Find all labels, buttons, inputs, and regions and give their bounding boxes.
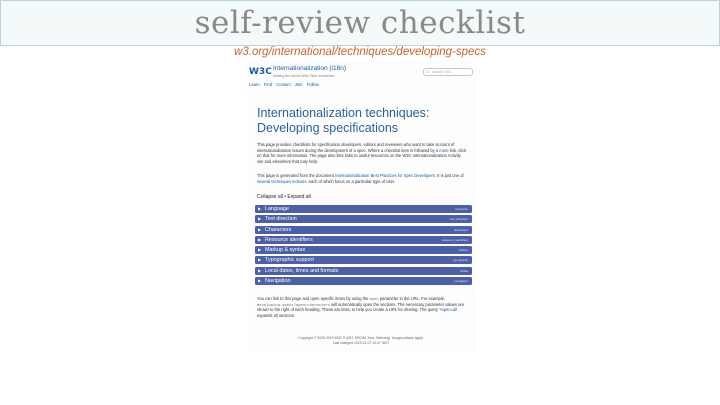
open-param: open: [369, 296, 379, 301]
link-text-post: will automatically open the sections. The necessary parameter values are shown to the right of each heading. These are links, to help you create a URL for sharing. The query: [257, 301, 465, 313]
last-changed-text: Last changed 2019-01-07 10:47 GMT: [332, 340, 390, 345]
intro-more-link[interactable]: more: [439, 147, 449, 153]
section-characters[interactable]: [255, 226, 472, 234]
section-local-dates[interactable]: [255, 267, 472, 275]
section-param[interactable]: markup: [457, 248, 468, 253]
checklist-sections: [255, 205, 472, 287]
link-text-mid: parameter in the URL. For example,: [379, 296, 446, 301]
page-title-line2: Developing specifications: [257, 121, 399, 135]
generated-text-post: , each of which focus on a particular type of user.: [306, 178, 396, 184]
intro-text: This page provides checklists for specification developers, editors and reviewers who want to take account of internationalisation issues during the development of a spec. Where a checklist item is followed by a: [257, 142, 455, 153]
section-label: Resource identifiers: [265, 236, 313, 243]
nav-learn[interactable]: Learn: [249, 82, 260, 87]
example-url[interactable]: developing-specs?open=characters: [257, 301, 331, 307]
w3c-logo[interactable]: W3C: [249, 67, 272, 77]
copyright-text: Copyright © 2008-2019 W3C ® (MIT, ERCIM, Keio, Beihang). Usage policies apply.: [298, 336, 424, 340]
generated-paragraph: [257, 173, 467, 184]
nav-find[interactable]: Find: [263, 82, 273, 87]
triangle-right-icon: ▶: [258, 257, 262, 263]
link-text-pre: You can link to this page and open specific items by using the: [257, 296, 369, 301]
section-label: Typographic support: [265, 257, 314, 264]
nav-contact[interactable]: Contact: [276, 82, 291, 87]
site-tagline: Making the World Wide Web worldwide!: [273, 74, 335, 78]
generated-text-pre: This page is generated from the document: [257, 173, 334, 178]
triangle-right-icon: ▶: [258, 267, 262, 273]
triangle-right-icon: ▶: [258, 278, 262, 284]
generated-text-mid: . It is just one of: [434, 173, 464, 178]
triangle-right-icon: ▶: [258, 206, 262, 211]
section-text-direction[interactable]: [255, 215, 472, 223]
triangle-right-icon: ▶: [258, 216, 262, 222]
section-label: Navigation: [265, 278, 291, 285]
slide-title: self-review checklist: [194, 5, 526, 41]
section-markup-syntax[interactable]: [255, 246, 472, 254]
page-title: [257, 106, 467, 136]
techniques-indexes-link[interactable]: several techniques indexes: [257, 178, 307, 184]
best-practices-link[interactable]: Internationalization Best Practices for Spec Developers: [335, 173, 435, 178]
expand-all-button[interactable]: Expand all: [287, 194, 311, 200]
nav-follow[interactable]: Follow: [306, 82, 319, 87]
search-input[interactable]: [423, 68, 473, 76]
slide-subtitle-url: w3.org/international/techniques/developing-specs: [234, 46, 486, 58]
separator: •: [284, 194, 288, 200]
section-label: Local dates, times and formats: [265, 267, 339, 274]
section-param[interactable]: navigation: [454, 279, 468, 284]
link-text-end: expands all sections.: [257, 312, 296, 318]
collapse-all-button[interactable]: Collapse all: [257, 194, 283, 200]
search-placeholder: Search i18n: [432, 70, 451, 74]
section-language[interactable]: [255, 205, 472, 213]
intro-paragraph: [257, 142, 467, 164]
webpage-screenshot: [247, 60, 475, 352]
intro-text-rest: link, click on that for more information. The page also lists links to useful resources on the W3C Internationalization Activity site and elsewhere that may help.: [257, 147, 467, 164]
section-param[interactable]: resources: [454, 207, 468, 211]
section-resource-identifiers[interactable]: [255, 236, 472, 244]
link-instructions-paragraph: [257, 296, 467, 318]
section-param[interactable]: locale: [460, 268, 468, 273]
section-param[interactable]: typography: [453, 258, 468, 263]
triangle-right-icon: ▶: [258, 226, 262, 232]
section-label: Language: [265, 206, 289, 212]
section-param[interactable]: characters: [453, 227, 468, 232]
page-title-line1: Internationalization techniques:: [257, 106, 430, 120]
page-footer: [247, 336, 475, 345]
top-nav: [249, 82, 322, 87]
section-param[interactable]: text_direction: [450, 217, 468, 222]
open-all-link[interactable]: ?open=all: [439, 307, 458, 313]
section-param[interactable]: resource_identifiers: [441, 237, 468, 242]
section-label: Text direction: [265, 216, 297, 223]
site-title[interactable]: Internationalization (i18n): [273, 65, 346, 72]
section-typographic-support[interactable]: [255, 256, 472, 264]
collapse-expand-controls: [257, 194, 311, 200]
section-label: Markup & syntax: [265, 247, 306, 254]
section-label: Characters: [265, 226, 292, 233]
triangle-right-icon: ▶: [258, 247, 262, 253]
page-header: [249, 64, 469, 80]
section-navigation[interactable]: [255, 277, 472, 285]
nav-join[interactable]: Join: [294, 82, 303, 87]
search-icon: ⌕: [426, 69, 429, 75]
triangle-right-icon: ▶: [258, 236, 262, 242]
